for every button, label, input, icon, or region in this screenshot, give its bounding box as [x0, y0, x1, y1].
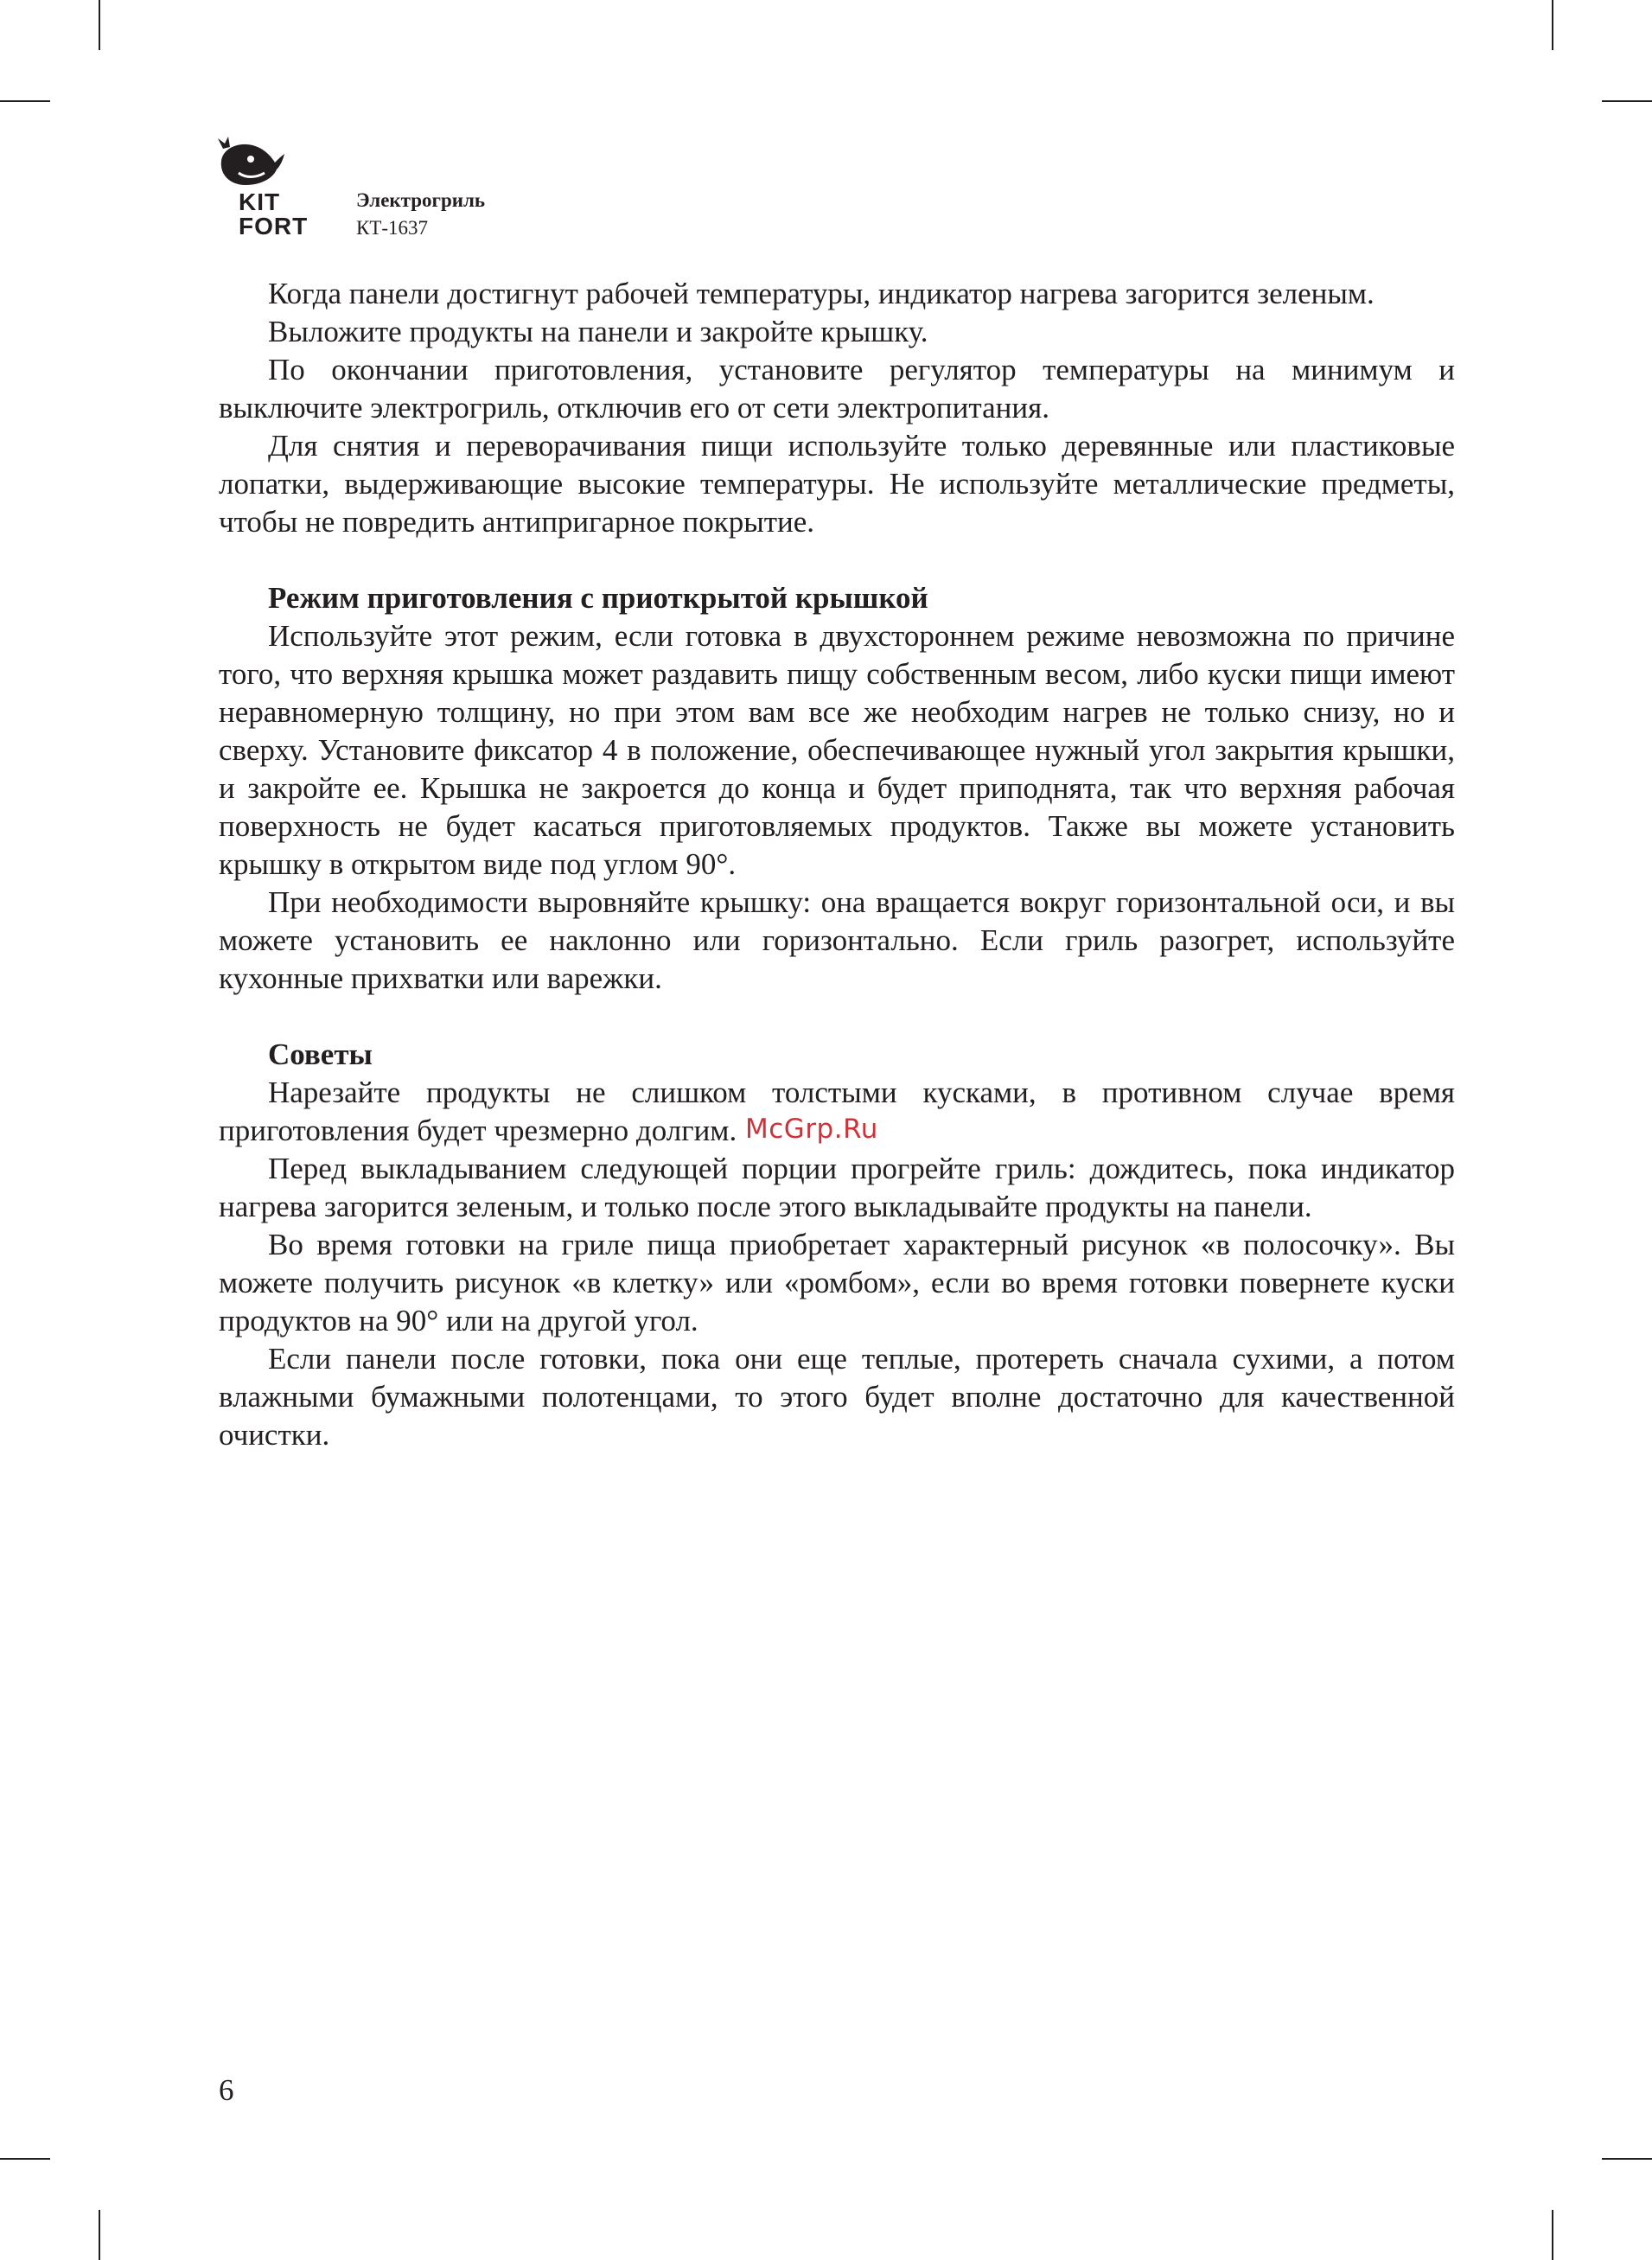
- crop-mark: [1602, 100, 1652, 102]
- paragraph: Используйте этот режим, если готовка в двухстороннем режиме невозможна по причине того, что верхняя крышка может раздавить пищу собственным весом, либо куски пищи имеют неравномерную толщину, но при этом вам все же необходим нагрев не только снизу, но и сверху. Установите фиксатор 4 в положение, обеспечивающее нужный угол закрытия крышки, и закройте ее. Крышка не закроется до конца и будет приподнята, так что верхняя рабочая поверхность не будет касаться приготовляемых продуктов. Также вы можете установить крышку в открытом виде под углом 90°.: [219, 619, 1455, 881]
- paragraph: Во время готовки на гриле пища приобретает характерный рисунок «в полосочку». Вы можете получить рисунок «в клетку» или «ромбом», если во время готовки повернете куски продуктов на 90° или на другой угол.: [219, 1228, 1455, 1337]
- whale-icon: [216, 137, 285, 187]
- crop-mark: [1552, 0, 1553, 50]
- paragraph: Для снятия и переворачивания пищи используйте только деревянные или пластиковые лопатки, выдерживающие высокие температуры. Не используйте металлические предметы, чтобы не повредить антипригарное покрытие.: [219, 429, 1455, 539]
- crop-mark: [99, 0, 100, 50]
- page-number: 6: [219, 2073, 234, 2107]
- watermark: McGrp.Ru: [745, 1114, 878, 1145]
- logo-line-fort: FORT: [239, 213, 309, 239]
- crop-mark: [1552, 2210, 1553, 2260]
- crop-mark: [1602, 2158, 1652, 2160]
- logo-line-kit: KIT: [239, 188, 281, 215]
- paragraph: Перед выкладыванием следующей порции прогрейте гриль: дождитесь, пока индикатор нагрева загорится зеленым, и только после этого выкладывайте продукты на панели.: [219, 1152, 1455, 1223]
- paragraph: Нарезайте продукты не слишком толстыми кусками, в противном случае время приготовления будет чрезмерно долгим.: [219, 1076, 1455, 1147]
- crop-mark: [0, 100, 50, 102]
- section-heading-lid-mode: Режим приготовления с приоткрытой крышкой: [268, 581, 928, 615]
- paragraph: По окончании приготовления, установите регулятор температуры на минимум и выключите электрогриль, отключив его от сети электропитания.: [219, 353, 1455, 425]
- model-number: КТ-1637: [356, 217, 429, 239]
- brand-logo: [214, 137, 335, 240]
- crop-mark: [0, 2158, 50, 2160]
- spacer: [219, 998, 1455, 1036]
- spacer: [219, 541, 1455, 579]
- paragraph: Если панели после готовки, пока они еще теплые, протереть сначала сухими, а потом влажными бумажными полотенцами, то этого будет вполне достаточно для качественной очистки.: [219, 1342, 1455, 1452]
- crop-mark: [99, 2210, 100, 2260]
- section-heading-tips: Советы: [268, 1037, 373, 1071]
- paragraph: Когда панели достигнут рабочей температуры, индикатор нагрева загорится зеленым.: [268, 277, 1375, 310]
- page-body: [219, 275, 1455, 1454]
- paragraph: При необходимости выровняйте крышку: она вращается вокруг горизонтальной оси, и вы можете установить ее наклонно или горизонтально. Если гриль разогрет, используйте кухонные прихватки или варежки.: [219, 885, 1455, 995]
- document-title: Электрогриль: [356, 189, 486, 211]
- paragraph: Выложите продукты на панели и закройте крышку.: [268, 315, 928, 348]
